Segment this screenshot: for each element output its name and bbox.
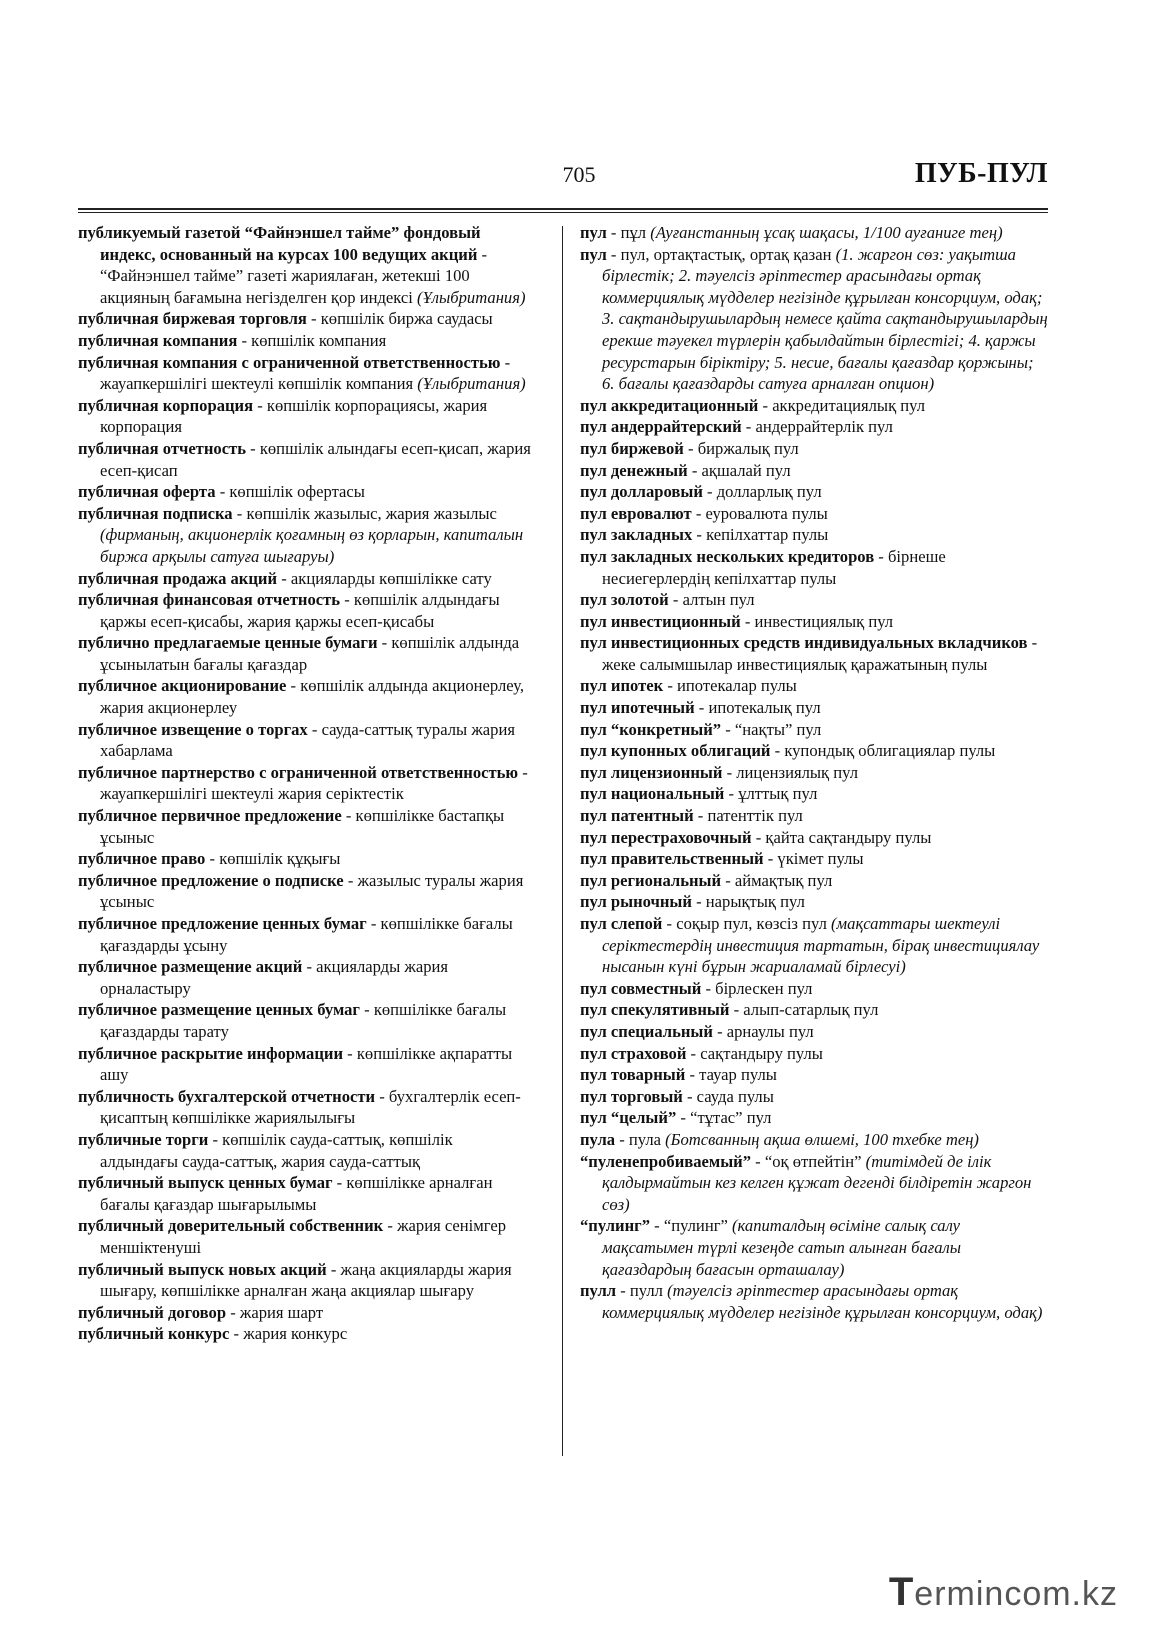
entry-definition: “тұтас” пул xyxy=(690,1108,772,1128)
entry-term: публичная компания с ограниченной ответственностью xyxy=(78,352,501,372)
entry-definition: арнаулы пул xyxy=(726,1021,814,1041)
dictionary-entry: пул инвестиционный - инвестициялық пул xyxy=(580,611,894,631)
entry-term: пул “конкретный” xyxy=(580,719,722,739)
dictionary-entry: пул - пул, ортақтастық, ортақ қазан (1. жаргон сөз: уақытша бірлестік; 2. тәуелсіз әріптестер арасындағы ортақ коммерциялық мүдделер негізінде құрылған консорциум, одақ; 3. сақтандырушылардың немесе қайта сақтандырушылардың ерекше тәуекел түрлерін қабылдайтын бірлестігі; 4. қаржы ресурстарын біріктіру; 5. несие, бағалы қағаздар қоржыны; 6. бағалы қағаздарды сатуға арналған опцион) xyxy=(580,244,1048,394)
entry-definition: көпшілікке ақпаратты ашу xyxy=(100,1043,513,1085)
entry-term: пул купонных облигаций xyxy=(580,741,771,761)
entry-definition: бірлескен пул xyxy=(715,978,813,998)
entry-term: пул денежный xyxy=(580,460,688,480)
dictionary-entry: публичная корпорация - көпшілік корпорациясы, жария корпорация xyxy=(78,395,488,437)
entry-term: пул страховой xyxy=(580,1043,687,1063)
entry-term: публичная компания xyxy=(78,330,238,350)
entry-definition: сауда пулы xyxy=(696,1086,774,1106)
entry-term: пул закладных нескольких кредиторов xyxy=(580,546,875,566)
entry-note: (капиталдың өсіміне салық салу мақсатымен түрлі кезеңде сатып алынған бағалы қағаздардың бағасын орташалау) xyxy=(602,1216,961,1279)
entry-definition: көпшілік корпорациясы, жария корпорация xyxy=(100,395,488,437)
dictionary-entry: пул долларовый - долларлық пул xyxy=(580,482,822,502)
dictionary-entry: пул региональный - аймақтық пул xyxy=(580,870,833,890)
dictionary-entry: публичные торги - көпшілік сауда-саттық, көпшілік алдындағы сауда-саттық, жария сауда-саттық xyxy=(78,1129,453,1171)
dictionary-entry: публичная оферта - көпшілік офертасы xyxy=(78,482,365,502)
entry-term: публичное акционирование xyxy=(78,676,287,696)
entry-definition: көпшілік алдындағы қаржы есеп-қисабы, жария қаржы есеп-қисабы xyxy=(100,590,500,631)
entry-definition: аккредитациялық пул xyxy=(772,395,926,415)
dictionary-entry: пул рыночный - нарықтық пул xyxy=(580,892,805,912)
entry-definition: жазылыс туралы жария ұсыныс xyxy=(100,870,524,912)
entry-term: пул евровалют xyxy=(580,503,692,523)
entry-definition: көпшілік компания xyxy=(251,330,387,350)
entry-definition: аймақтық пул xyxy=(734,870,833,890)
entry-term: пул долларовый xyxy=(580,482,703,502)
column-divider xyxy=(562,226,563,1456)
entry-note: (Ауғанстанның ұсақ шақасы, 1/100 ауғаниге тең) xyxy=(650,223,1003,242)
entry-definition: “оқ өтпейтін” xyxy=(764,1151,862,1171)
dictionary-entry: пул лицензионный - лицензиялық пул xyxy=(580,762,858,782)
entry-term: публичное первичное предложение xyxy=(78,806,342,826)
entry-definition: көпшілік сауда-саттық, көпшілік алдындағы сауда-саттық, жария сауда-саттық xyxy=(100,1129,453,1171)
dictionary-entry: публичное акционирование - көпшілік алдында акционерлеу, жария акционерлеу xyxy=(78,676,524,718)
entry-definition: акцияларды жария орналастыру xyxy=(100,957,449,998)
entry-term: пул инвестиционный xyxy=(580,611,741,631)
dictionary-entry: пул “конкретный” - “нақты” пул xyxy=(580,719,822,739)
entry-term: пул лицензионный xyxy=(580,762,723,782)
dictionary-entry: пул закладных - кепілхаттар пулы xyxy=(580,525,829,545)
entry-term: пул андеррайтерский xyxy=(580,417,742,437)
entry-term: публичное предложение ценных бумаг xyxy=(78,914,367,933)
entry-note: (титімдей де ілік қалдырмайтын кез келген құжат дегенді білдіретін жаргон сөз) xyxy=(602,1151,1032,1214)
dictionary-entry: пул купонных облигаций - купондық облигациялар пулы xyxy=(580,741,996,761)
entry-definition: көпшілік офертасы xyxy=(229,482,365,502)
entry-term: пул аккредитационный xyxy=(580,395,759,415)
dictionary-entry: публичное раскрытие информации - көпшілікке ақпаратты ашу xyxy=(78,1043,513,1085)
dictionary-entry: публичное размещение ценных бумаг - көпшілікке бағалы қағаздарды тарату xyxy=(78,1000,507,1041)
dictionary-entry: публичность бухгалтерской отчетности - бухгалтерлік есеп-қисаптың көпшілікке жариялылығы xyxy=(78,1086,521,1128)
entry-term: пул торговый xyxy=(580,1086,683,1106)
entry-term: публично предлагаемые ценные бумаги xyxy=(78,633,378,653)
dictionary-entry: публичное первичное предложение - көпшілікке бастапқы ұсыныс xyxy=(78,806,505,847)
dictionary-entry: пул национальный - ұлттық пул xyxy=(580,784,818,804)
dictionary-entry: публичный доверительный собственник - жария сенімгер меншіктенуші xyxy=(78,1216,507,1257)
entry-definition: кепілхаттар пулы xyxy=(706,525,829,545)
dictionary-entry: пул “целый” - “тұтас” пул xyxy=(580,1108,772,1128)
dictionary-entry: пул страховой - сақтандыру пулы xyxy=(580,1043,823,1063)
dictionary-entry: публичный конкурс - жария конкурс xyxy=(78,1324,348,1344)
entry-definition: пулл xyxy=(629,1281,663,1301)
entry-term: публичный доверительный собственник xyxy=(78,1216,384,1236)
dictionary-entry: публикуемый газетой “Файнэншел тайме” фондовый индекс, основанный на курсах 100 ведущих акций - “Файнэншел тайме” газеті жариялаған, жетекші 100 акцияның бағамына негізделген қор индексі (Ұлыбритания) xyxy=(78,223,526,307)
entry-definition: долларлық пул xyxy=(716,482,822,502)
entry-term: публичное размещение ценных бумаг xyxy=(78,1000,360,1020)
entry-definition: үкімет пулы xyxy=(777,849,864,869)
entry-term: публичное размещение акций xyxy=(78,957,303,977)
entry-definition: көпшілікке арналған бағалы қағаздар шығарылымы xyxy=(100,1173,493,1214)
entry-term: “пуленепробиваемый” xyxy=(580,1151,752,1171)
entry-term: публичная оферта xyxy=(78,482,216,502)
entry-definition: бірнеше несиегерлердің кепілхаттар пулы xyxy=(602,546,946,588)
dictionary-entry: пул совместный - бірлескен пул xyxy=(580,978,813,998)
dictionary-entry: пул андеррайтерский - андеррайтерлік пул xyxy=(580,417,893,437)
entry-definition: бухгалтерлік есеп-қисаптың көпшілікке жариялылығы xyxy=(100,1086,521,1128)
entry-definition: сауда-саттық туралы жария хабарлама xyxy=(100,719,515,761)
entry-term: публичная биржевая торговля xyxy=(78,309,307,329)
entry-definition: купондық облигациялар пулы xyxy=(784,741,996,761)
entry-definition: патенттік пул xyxy=(707,806,803,826)
entry-term: публичная продажа акций xyxy=(78,568,278,588)
dictionary-entry: пул спекулятивный - алып-сатарлық пул xyxy=(580,1000,879,1020)
dictionary-entry: пул денежный - ақшалай пул xyxy=(580,460,791,480)
entry-term: пул слепой xyxy=(580,914,663,933)
entry-term: пул спекулятивный xyxy=(580,1000,730,1020)
entry-definition: көпшілікке бастапқы ұсыныс xyxy=(100,806,505,847)
entry-definition: қайта сақтандыру пулы xyxy=(765,827,932,847)
dictionary-entry: пул товарный - тауар пулы xyxy=(580,1065,777,1085)
entry-term: публичное раскрытие информации xyxy=(78,1043,344,1063)
entry-term: публичная корпорация xyxy=(78,395,254,415)
entry-term: пул золотой xyxy=(580,590,669,610)
entry-term: пул “целый” xyxy=(580,1108,677,1128)
dictionary-entry: публичная биржевая торговля - көпшілік биржа саудасы xyxy=(78,309,493,329)
entry-term: пул рыночный xyxy=(580,892,692,912)
dictionary-entry: пул патентный - патенттік пул xyxy=(580,806,803,826)
entry-definition: сақтандыру пулы xyxy=(700,1043,823,1063)
dictionary-entry: пул евровалют - еуровалюта пулы xyxy=(580,503,828,523)
dictionary-entry: публичная компания с ограниченной ответственностью - жауапкершілігі шектеулі көпшілік компания (Ұлыбритания) xyxy=(78,352,526,394)
entry-term: публичное партнерство с ограниченной ответственностью xyxy=(78,762,519,782)
entry-note: (Ұлыбритания) xyxy=(417,287,526,307)
dictionary-entry: публичный договор - жария шарт xyxy=(78,1302,324,1322)
entry-note: (1. жаргон сөз: уақытша бірлестік; 2. тәуелсіз әріптестер арасындағы ортақ коммерциялық мүдделер негізінде құрылған консорциум, одақ; 3. сақтандырушылардың немесе қайта сақтандырушылардың ерекше тәуекел түрлерін қабылдайтын бірлестігі; 4. қаржы ресурстарын біріктіру; 5. несие, бағалы қағаздар қоржыны; 6. бағалы қағаздарды сатуға арналған опцион) xyxy=(602,244,1048,394)
entry-term: публичная подписка xyxy=(78,503,233,523)
entry-definition: ақшалай пул xyxy=(701,460,791,480)
entry-term: публичный выпуск новых акций xyxy=(78,1259,327,1279)
entry-term: публичное извещение о торгах xyxy=(78,719,308,739)
right-column xyxy=(580,222,1050,1323)
entry-note: (Ұлыбритания) xyxy=(417,374,526,394)
dictionary-entry: публичная продажа акций - акцияларды көпшілікке сату xyxy=(78,568,492,588)
entry-definition: жауапкершілігі шектеулі жария серіктестік xyxy=(100,784,404,804)
entry-definition: көпшілік жазылыс, жария жазылыс xyxy=(246,503,497,523)
entry-definition: көпшілік алындағы есеп-қисап, жария есеп-қисап xyxy=(100,438,531,480)
entry-definition: көпшілік биржа саудасы xyxy=(320,309,493,329)
entry-definition: “Файнэншел тайме” газеті жариялаған, жетекші 100 акцияның бағамына негізделген қор индексі xyxy=(100,266,470,307)
dictionary-entry: публичный выпуск ценных бумаг - көпшілікке арналған бағалы қағаздар шығарылымы xyxy=(78,1173,493,1214)
entry-definition: көпшілікке бағалы қағаздарды тарату xyxy=(100,1000,507,1041)
page-number: 705 xyxy=(562,162,596,187)
entry-definition: пул, ортақтастық, ортақ қазан xyxy=(620,244,832,264)
entry-term: публичная финансовая отчетность xyxy=(78,590,341,610)
dictionary-entry: пул ипотечный - ипотекалық пул xyxy=(580,698,821,718)
watermark-initial: T xyxy=(888,1570,915,1614)
dictionary-entry: публичное предложение ценных бумаг - көпшілікке бағалы қағаздарды ұсыну xyxy=(78,914,513,955)
entry-term: публичные торги xyxy=(78,1129,209,1149)
entry-term: пул ипотек xyxy=(580,676,664,696)
dictionary-entry: публичная компания - көпшілік компания xyxy=(78,330,387,350)
entry-term: пул xyxy=(580,223,607,242)
dictionary-entry: “пуленепробиваемый” - “оқ өтпейтін” (титімдей де ілік қалдырмайтын кез келген құжат дегенді білдіретін жаргон сөз) xyxy=(580,1151,1032,1214)
dictionary-entry: пул торговый - сауда пулы xyxy=(580,1086,774,1106)
watermark-logo xyxy=(889,1570,1118,1615)
dictionary-entry: пул аккредитационный - аккредитациялық пул xyxy=(580,395,926,415)
entry-definition: ипотекалар пулы xyxy=(677,676,797,696)
entry-term: пул закладных xyxy=(580,525,693,545)
header-rule-thin xyxy=(78,212,1048,213)
entry-term: “пулинг” xyxy=(580,1216,651,1236)
dictionary-entry: пул золотой - алтын пул xyxy=(580,590,755,610)
entry-term: пулл xyxy=(580,1281,617,1301)
entry-definition: пұл xyxy=(620,223,647,242)
entry-definition: алтын пул xyxy=(682,590,755,610)
entry-term: пул национальный xyxy=(580,784,725,804)
entry-definition: көпшілік алдында акционерлеу, жария акционерлеу xyxy=(100,676,524,718)
entry-definition: биржалық пул xyxy=(697,438,799,458)
entry-term: пула xyxy=(580,1129,616,1149)
entry-definition: акцияларды көпшілікке сату xyxy=(290,568,492,588)
entry-note: (мақсаттары шектеулі серіктестердің инвестиция тартатын, бірақ инвестициялау нысанын күні бұрын жариаламай бірлесуі) xyxy=(602,914,1040,977)
dictionary-entry: пул специальный - арнаулы пул xyxy=(580,1021,814,1041)
entry-definition: жеке салымшылар инвестициялық қаражатының пулы xyxy=(602,654,988,674)
entry-definition: инвестициялық пул xyxy=(754,611,894,631)
dictionary-entry: публичное право - көпшілік құқығы xyxy=(78,849,341,869)
dictionary-entry: пул правительственный - үкімет пулы xyxy=(580,849,864,869)
dictionary-entry: пулл - пулл (тәуелсіз әріптестер арасындағы ортақ коммерциялық мүдделер негізінде құрылған консорциум, одақ) xyxy=(580,1281,1043,1322)
entry-term: публичная отчетность xyxy=(78,438,246,458)
entry-term: пул перестраховочный xyxy=(580,827,752,847)
watermark-text: ermincom.kz xyxy=(914,1575,1118,1613)
entry-term: пул совместный xyxy=(580,978,702,998)
entry-definition: алып-сатарлық пул xyxy=(743,1000,879,1020)
entry-definition: жария шарт xyxy=(239,1302,324,1322)
entry-term: пул ипотечный xyxy=(580,698,695,718)
entry-term: пул патентный xyxy=(580,806,694,826)
dictionary-entry: публичная подписка - көпшілік жазылыс, жария жазылыс (фирманың, акционерлік қоғамның өз қорларын, капиталын биржа арқылы сатуға шығаруы) xyxy=(78,503,524,566)
entry-definition: тауар пулы xyxy=(699,1065,777,1085)
dictionary-entry: пула - пула (Ботсванның ақша өлшемі, 100 тхебке тең) xyxy=(580,1129,979,1149)
entry-term: пул биржевой xyxy=(580,438,684,458)
entry-definition: ипотекалық пул xyxy=(708,698,821,718)
dictionary-entry: “пулинг” - “пулинг” (капиталдың өсіміне салық салу мақсатымен түрлі кезеңде сатып алынған бағалы қағаздардың бағасын орташалау) xyxy=(580,1216,961,1279)
entry-definition: жаңа акцияларды жария шығару, көпшілікке арналған жаңа акциялар шығару xyxy=(100,1259,512,1301)
entry-term: публикуемый газетой “Файнэншел тайме” фондовый индекс, основанный на курсах 100 ведущих акций xyxy=(78,223,481,264)
entry-term: публичное предложение о подписке xyxy=(78,870,344,890)
dictionary-entry: пул ипотек - ипотекалар пулы xyxy=(580,676,797,696)
entry-definition: ұлттық пул xyxy=(738,784,818,804)
entry-definition: нарықтық пул xyxy=(705,892,805,912)
dictionary-entry: публичное размещение акций - акцияларды жария орналастыру xyxy=(78,957,449,998)
entry-term: публичный конкурс xyxy=(78,1324,230,1344)
dictionary-entry: публичное предложение о подписке - жазылыс туралы жария ұсыныс xyxy=(78,870,524,912)
dictionary-entry: пул биржевой - биржалық пул xyxy=(580,438,799,458)
dictionary-entry: публичная отчетность - көпшілік алындағы есеп-қисап, жария есеп-қисап xyxy=(78,438,531,480)
entry-definition: жария сенімгер меншіктенуші xyxy=(100,1216,507,1257)
entry-term: публичное право xyxy=(78,849,206,869)
dictionary-entry: публичное извещение о торгах - сауда-саттық туралы жария хабарлама xyxy=(78,719,515,761)
dictionary-entry: публичное партнерство с ограниченной ответственностью - жауапкершілігі шектеулі жария серіктестік xyxy=(78,762,528,804)
entry-note: (фирманың, акционерлік қоғамның өз қорларын, капиталын биржа арқылы сатуға шығаруы) xyxy=(100,525,524,566)
entry-term: пул специальный xyxy=(580,1021,713,1041)
dictionary-entry: публично предлагаемые ценные бумаги - көпшілік алдында ұсынылатын бағалы қағаздар xyxy=(78,633,520,674)
entry-term: пул товарный xyxy=(580,1065,686,1085)
page-header: ПУБ-ПУЛ xyxy=(914,158,1048,189)
entry-definition: соқыр пул, көзсіз пул xyxy=(676,914,827,933)
entry-definition: лицензиялық пул xyxy=(736,762,858,782)
header-rule xyxy=(78,208,1048,210)
entry-definition: көпшілік құқығы xyxy=(219,849,341,869)
entry-term: пул инвестиционных средств индивидуальных вкладчиков xyxy=(580,633,1028,653)
entry-definition: еуровалюта пулы xyxy=(705,503,828,523)
entry-term: публичный выпуск ценных бумаг xyxy=(78,1173,333,1193)
entry-term: публичность бухгалтерской отчетности xyxy=(78,1086,376,1106)
entry-term: пул правительственный xyxy=(580,849,764,869)
dictionary-entry: пул слепой - соқыр пул, көзсіз пул (мақсаттары шектеулі серіктестердің инвестиция тартатын, бірақ инвестициялау нысанын күні бұрын жариаламай бірлесуі) xyxy=(580,914,1040,977)
dictionary-entry: пул - пұл (Ауғанстанның ұсақ шақасы, 1/100 ауғаниге тең) xyxy=(580,223,1003,242)
entry-definition: көпшілік алдында ұсынылатын бағалы қағаздар xyxy=(100,633,520,674)
dictionary-entry: пул закладных нескольких кредиторов - бірнеше несиегерлердің кепілхаттар пулы xyxy=(580,546,946,588)
entry-definition: жауапкершілігі шектеулі көпшілік компания xyxy=(100,374,414,394)
dictionary-entry: публичная финансовая отчетность - көпшілік алдындағы қаржы есеп-қисабы, жария қаржы есеп-қисабы xyxy=(78,590,500,631)
left-column xyxy=(78,222,533,1345)
entry-term: пул xyxy=(580,244,607,264)
entry-term: пул региональный xyxy=(580,870,722,890)
entry-note: (Ботсванның ақша өлшемі, 100 тхебке тең) xyxy=(665,1129,979,1149)
dictionary-entry: пул инвестиционных средств индивидуальных вкладчиков - жеке салымшылар инвестициялық қаражатының пулы xyxy=(580,633,1038,674)
entry-term: публичный договор xyxy=(78,1302,227,1322)
entry-note: (тәуелсіз әріптестер арасындағы ортақ коммерциялық мүдделер негізінде құрылған консорциум, одақ) xyxy=(602,1281,1043,1322)
entry-definition: “нақты” пул xyxy=(734,719,822,739)
entry-definition: көпшілікке бағалы қағаздарды ұсыну xyxy=(100,914,513,955)
entry-definition: пула xyxy=(628,1129,661,1149)
entry-definition: андеррайтерлік пул xyxy=(755,417,893,437)
dictionary-entry: пул перестраховочный - қайта сақтандыру пулы xyxy=(580,827,932,847)
dictionary-entry: публичный выпуск новых акций - жаңа акцияларды жария шығару, көпшілікке арналған жаңа акциялар шығару xyxy=(78,1259,512,1301)
entry-definition: жария конкурс xyxy=(243,1324,348,1344)
entry-definition: “пулинг” xyxy=(663,1216,728,1236)
